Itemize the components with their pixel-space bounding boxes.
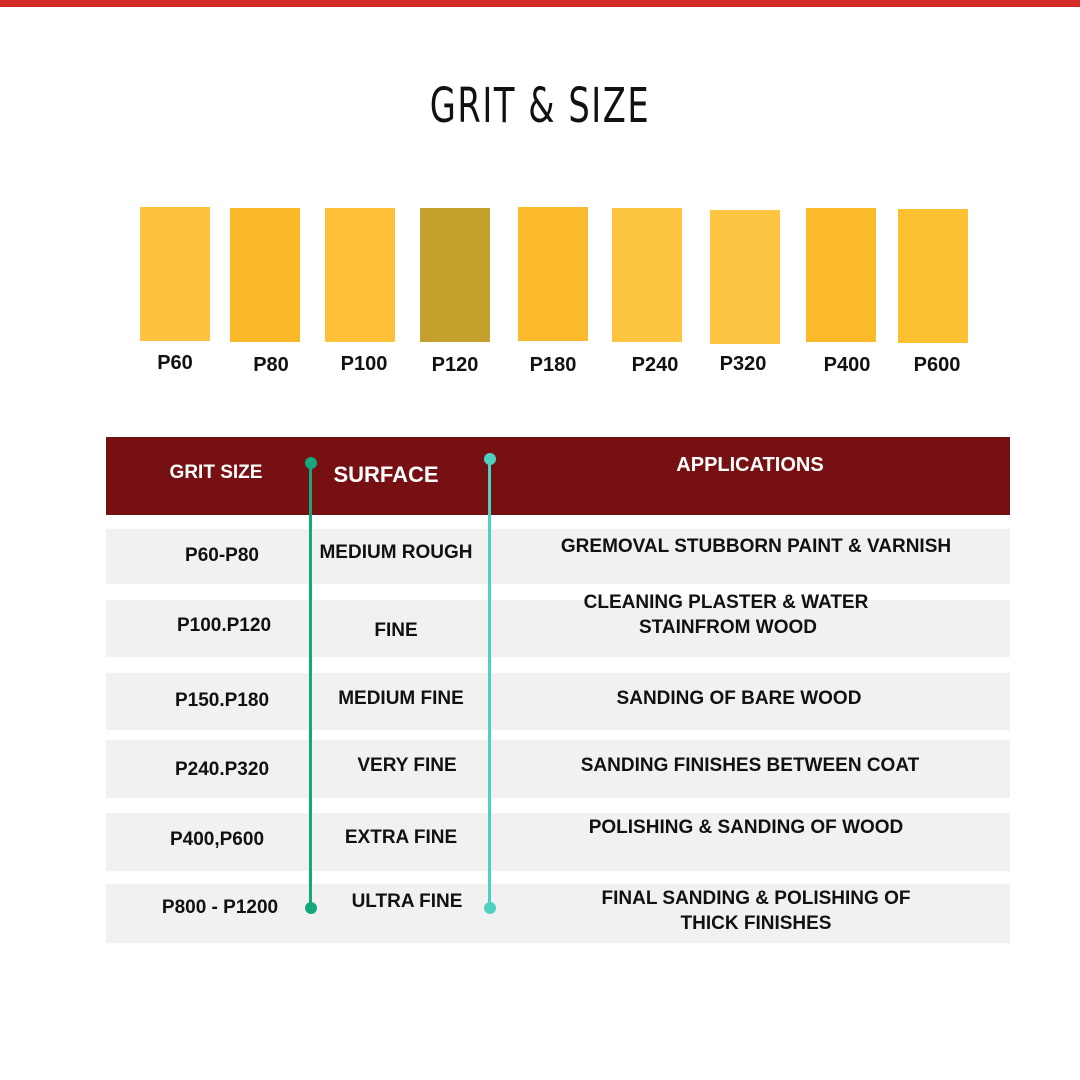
application-cell-line-1: CLEANING PLASTER & WATER [583, 592, 869, 613]
swatch-label: P180 [529, 354, 577, 376]
table-row [106, 529, 1010, 584]
table-row [106, 673, 1010, 730]
grit-cell: P150.P180 [174, 690, 270, 711]
swatch-label: P320 [719, 353, 767, 375]
divider-dot-teal-top [484, 453, 496, 465]
divider-dot-green-bottom [305, 902, 317, 914]
swatch-label: P80 [253, 354, 289, 376]
swatch-p180 [518, 207, 588, 341]
table-row [106, 884, 1010, 943]
grit-cell: P100.P120 [176, 615, 272, 636]
application-cell: SANDING OF BARE WOOD [616, 688, 862, 709]
surface-cell: VERY FINE [357, 755, 457, 776]
surface-cell: FINE [374, 620, 418, 641]
swatch-p120 [420, 208, 490, 342]
surface-cell: ULTRA FINE [351, 891, 463, 912]
swatch-p60 [140, 207, 210, 341]
swatch-label: P100 [340, 353, 388, 375]
application-cell: SANDING FINISHES BETWEEN COAT [580, 755, 920, 776]
grit-cell: P60-P80 [185, 545, 259, 566]
surface-cell: MEDIUM FINE [338, 688, 464, 709]
grit-cell: P800 - P1200 [161, 897, 279, 918]
application-cell-line-2: STAINFROM WOOD [638, 617, 817, 638]
top-accent-bar [0, 0, 1080, 7]
swatch-p240 [612, 208, 682, 342]
divider-line-teal [488, 459, 491, 908]
surface-cell: MEDIUM ROUGH [319, 542, 473, 563]
swatch-label: P600 [913, 354, 961, 376]
application-cell: POLISHING & SANDING OF WOOD [588, 817, 904, 838]
swatch-p400 [806, 208, 876, 342]
divider-line-green [309, 463, 312, 908]
header-applications: APPLICATIONS [676, 454, 824, 476]
application-cell: GREMOVAL STUBBORN PAINT & VARNISH [560, 536, 952, 557]
swatch-p100 [325, 208, 395, 342]
divider-dot-green-top [305, 457, 317, 469]
table-row [106, 592, 1010, 657]
header-surface: SURFACE [333, 462, 439, 487]
table-row [106, 740, 1010, 798]
application-cell-line-2: THICK FINISHES [680, 913, 832, 934]
swatch-p80 [230, 208, 300, 342]
divider-dot-teal-bottom [484, 902, 496, 914]
swatch-label: P240 [631, 354, 679, 376]
page-title: GRIT & SIZE [429, 78, 651, 134]
swatch-label: P400 [823, 354, 871, 376]
swatch-p600 [898, 209, 968, 343]
grit-cell: P240.P320 [174, 759, 270, 780]
swatch-label: P60 [157, 352, 193, 374]
grit-cell: P400,P600 [169, 829, 265, 850]
swatch-p320 [710, 210, 780, 344]
header-grit-size: GRIT SIZE [169, 462, 263, 483]
application-cell-line-1: FINAL SANDING & POLISHING OF [601, 888, 911, 909]
surface-cell: EXTRA FINE [344, 827, 458, 848]
table-row [106, 813, 1010, 871]
swatch-label: P120 [431, 354, 479, 376]
